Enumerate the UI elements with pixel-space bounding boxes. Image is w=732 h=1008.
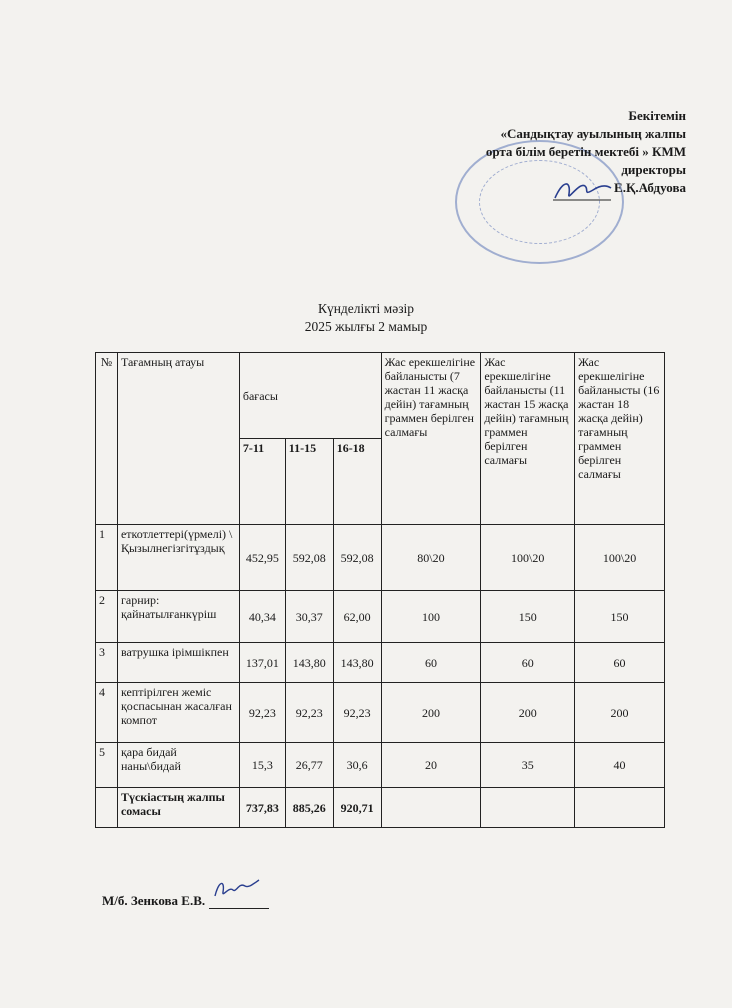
row-weight-7-11: 80\20 [381, 525, 481, 591]
footer-name: М/б. Зенкова Е.В. [102, 893, 206, 908]
director-name: Е.Қ.Абдуова [614, 180, 686, 195]
footer-signature-line [209, 894, 269, 909]
row-price-11-15: 143,80 [285, 643, 333, 683]
row-weight-11-15: 35 [481, 743, 575, 788]
table-row-total [96, 788, 665, 828]
row-price-16-18: 62,00 [333, 591, 381, 643]
row-price-16-18: 592,08 [333, 525, 381, 591]
row-weight-11-15: 100\20 [481, 525, 575, 591]
approval-line-4: директоры [621, 162, 686, 177]
total-no [96, 788, 118, 828]
row-price-11-15: 26,77 [285, 743, 333, 788]
row-dish: еткотлеттері(үрмелі) \ Қызылнегізгітұздық [117, 525, 239, 591]
total-empty-2 [481, 788, 575, 828]
menu-table [95, 352, 665, 828]
footer-signature [102, 893, 269, 909]
row-price-7-11: 137,01 [239, 643, 285, 683]
header-no: № [96, 353, 118, 525]
row-price-11-15: 30,37 [285, 591, 333, 643]
header-age-7-11: Жас ерекшелігіне байланысты (7 жастан 11 жасқа дейін) тағамның граммен берілген салмағы [381, 353, 481, 525]
row-weight-7-11: 100 [381, 591, 481, 643]
header-price-16-18: 16-18 [333, 439, 381, 525]
row-weight-16-18: 200 [575, 683, 665, 743]
row-price-7-11: 92,23 [239, 683, 285, 743]
row-weight-16-18: 150 [575, 591, 665, 643]
director-signature-line [386, 179, 686, 197]
row-price-7-11: 40,34 [239, 591, 285, 643]
row-no: 1 [96, 525, 118, 591]
row-weight-16-18: 100\20 [575, 525, 665, 591]
row-weight-11-15: 200 [481, 683, 575, 743]
header-price-7-11: 7-11 [239, 439, 285, 525]
table-row [96, 591, 665, 643]
row-weight-11-15: 150 [481, 591, 575, 643]
row-dish: гарнир: қайнатылғанкүріш [117, 591, 239, 643]
approval-line-1: Бекітемін [628, 108, 686, 123]
approval-block [386, 107, 686, 197]
approval-line-3: орта білім беретін мектебі » КММ [485, 144, 686, 159]
row-weight-16-18: 60 [575, 643, 665, 683]
row-no: 4 [96, 683, 118, 743]
director-signature-icon [553, 176, 613, 202]
header-price: бағасы [239, 353, 381, 439]
row-dish: қара бидай наны\бидай [117, 743, 239, 788]
table-row [96, 643, 665, 683]
table-row [96, 743, 665, 788]
row-no: 3 [96, 643, 118, 683]
row-weight-16-18: 40 [575, 743, 665, 788]
total-price-11-15: 885,26 [285, 788, 333, 828]
table-row [96, 525, 665, 591]
row-price-16-18: 92,23 [333, 683, 381, 743]
row-no: 5 [96, 743, 118, 788]
header-age-11-15: Жас ерекшелігіне байланысты (11 жастан 15 жасқа дейін) тағамның граммен берілген салмағы [481, 353, 575, 525]
row-no: 2 [96, 591, 118, 643]
approval-line-2: «Сандықтау ауылының жалпы [500, 126, 686, 141]
total-price-16-18: 920,71 [333, 788, 381, 828]
total-price-7-11: 737,83 [239, 788, 285, 828]
menu-title-block [0, 300, 732, 336]
row-price-7-11: 452,95 [239, 525, 285, 591]
row-weight-7-11: 200 [381, 683, 481, 743]
row-price-11-15: 92,23 [285, 683, 333, 743]
row-weight-11-15: 60 [481, 643, 575, 683]
total-label: Түскіастың жалпы сомасы [117, 788, 239, 828]
row-dish: кептірілген жеміс қоспасынан жасалған компот [117, 683, 239, 743]
total-empty-1 [381, 788, 481, 828]
signature-icon [211, 876, 261, 904]
header-dish: Тағамның атауы [117, 353, 239, 525]
row-price-16-18: 143,80 [333, 643, 381, 683]
header-price-11-15: 11-15 [285, 439, 333, 525]
row-price-16-18: 30,6 [333, 743, 381, 788]
row-dish: ватрушка ірімшікпен [117, 643, 239, 683]
menu-title: Күнделікті мәзір [317, 301, 415, 316]
row-price-7-11: 15,3 [239, 743, 285, 788]
header-age-16-18: Жас ерекшелігіне байланысты (16 жастан 18 жасқа дейін) тағамның граммен берілген салмағы [575, 353, 665, 525]
row-weight-7-11: 60 [381, 643, 481, 683]
menu-date: 2025 жылғы 2 мамыр [304, 319, 428, 334]
table-row [96, 683, 665, 743]
row-price-11-15: 592,08 [285, 525, 333, 591]
row-weight-7-11: 20 [381, 743, 481, 788]
total-empty-3 [575, 788, 665, 828]
